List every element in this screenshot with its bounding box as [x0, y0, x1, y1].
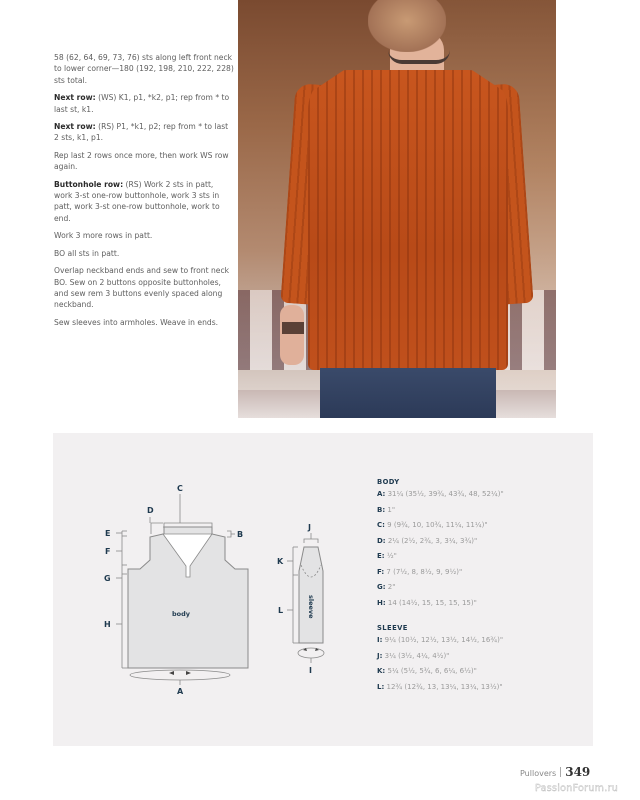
measurement-row: L: 12¾ (12¾, 13, 13¼, 13¼, 13½)" — [377, 682, 503, 691]
instruction-paragraph: Buttonhole row: (RS) Work 2 sts in patt, work 3-st one-row buttonhole, work 3 sts in patt, work 3-st one-row buttonhole, work to end. — [54, 179, 220, 223]
svg-text:A: A — [177, 687, 184, 696]
measurement-row: F: 7 (7½, 8, 8½, 9, 9½)" — [377, 567, 463, 576]
footer-divider — [560, 767, 561, 777]
measurement-row: G: 2" — [377, 583, 396, 591]
svg-text:E: E — [105, 529, 111, 538]
dimension-d — [147, 506, 163, 534]
instruction-paragraph: Next row: (WS) K1, p1, *k2, p1; rep from * to last st, k1. — [54, 93, 230, 114]
photo-head — [368, 0, 446, 52]
instruction-paragraph: Work 3 more rows in patt. — [54, 231, 153, 241]
measurement-row: J: 3¼ (3½, 4¼, 4½)" — [377, 651, 450, 660]
measurement-row: D: 2¼ (2½, 2¾, 3, 3¼, 3¾)" — [377, 536, 478, 545]
photo-jeans — [320, 368, 496, 418]
instruction-lead: Next row: — [54, 93, 96, 103]
photo-sweater-body — [308, 70, 508, 370]
svg-text:G: G — [104, 574, 111, 583]
dimension-c — [164, 484, 212, 528]
sleeve-label-i: I — [309, 666, 312, 675]
section-name: Pullovers — [520, 769, 557, 778]
measurement-row: A: 31¼ (35½, 39¾, 43¾, 48, 52¼)" — [377, 490, 504, 498]
page-number: 349 — [565, 765, 591, 779]
svg-text:H: H — [104, 620, 111, 629]
measurement-row: E: ½" — [377, 552, 397, 560]
instruction-paragraph: BO all sts in patt. — [54, 248, 120, 258]
svg-text:F: F — [105, 547, 111, 556]
measurement-row: C: 9 (9¾, 10, 10¾, 11¼, 11¼)" — [377, 521, 488, 529]
photo-necklace — [388, 50, 450, 64]
sleeve-piece-label: sleeve — [307, 595, 315, 619]
body-schematic — [128, 527, 248, 668]
body-section-title: BODY — [377, 478, 400, 486]
instruction-paragraph: Next row: (RS) P1, *k1, p2; rep from * to last 2 sts, k1, p1. — [54, 122, 229, 143]
sleeve-label-l: L — [278, 606, 284, 615]
measurements-list — [377, 477, 587, 695]
instruction-paragraph: 58 (62, 64, 69, 73, 76) sts along left front neck to lower corner—180 (192, 198, 210, 222, 228) sts total. — [54, 53, 234, 85]
measurement-row: B: 1" — [377, 505, 396, 514]
pattern-instructions — [54, 52, 234, 334]
measurement-row: I: 9¼ (10½, 12½, 13½, 14½, 16¾)" — [377, 636, 504, 644]
instruction-paragraph: Overlap neckband ends and sew to front neck BO. Sew on 2 buttons opposite buttonholes, and sew rem 3 buttons evenly spaced along neckband. — [54, 266, 230, 310]
measurement-row: K: 5¼ (5½, 5¾, 6, 6¼, 6½)" — [377, 667, 477, 675]
instruction-paragraph: Rep last 2 rows once more, then work WS row again. — [54, 150, 229, 172]
instruction-lead: Buttonhole row: — [54, 179, 124, 189]
sweater-photo — [238, 0, 556, 418]
sleeve-section-title: SLEEVE — [377, 624, 408, 632]
instruction-lead: Next row: — [54, 122, 96, 132]
dimension-left-vertical — [104, 529, 128, 668]
body-label: body — [172, 610, 191, 618]
page-footer — [520, 765, 590, 779]
dimension-a — [130, 670, 230, 696]
sleeve-label-k: K — [277, 557, 284, 566]
sleeve-label-j: J — [308, 523, 311, 532]
dimension-b — [227, 530, 243, 539]
svg-text:C: C — [177, 484, 183, 493]
photo-bracelet — [282, 322, 304, 334]
photo-hand — [280, 305, 304, 365]
watermark: PassionForum.ru — [535, 783, 619, 794]
svg-text:D: D — [147, 506, 154, 515]
measurement-row: H: 14 (14½, 15, 15, 15, 15)" — [377, 598, 477, 607]
svg-text:B: B — [237, 530, 244, 539]
instruction-paragraph: Sew sleeves into armholes. Weave in ends. — [54, 317, 219, 327]
sleeve-diagram — [268, 513, 358, 683]
